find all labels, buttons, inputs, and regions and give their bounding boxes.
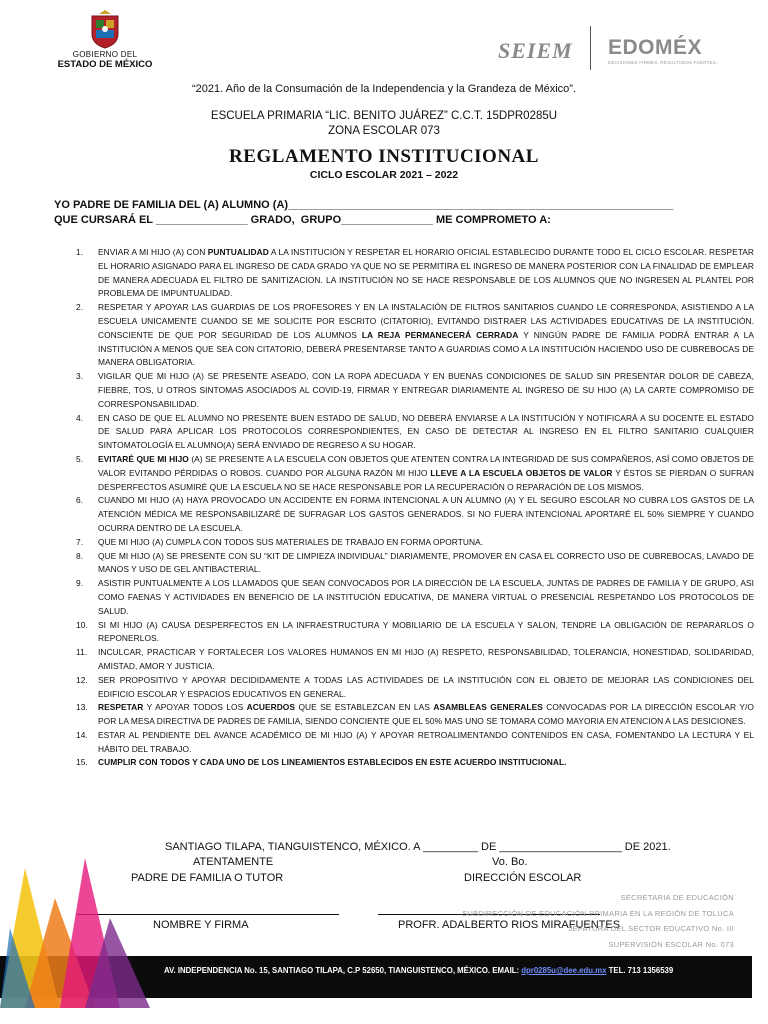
rule-item: [76, 619, 754, 647]
coat-of-arms-icon: [87, 8, 123, 50]
rule-number: 7.: [76, 536, 84, 547]
stamp-line: JEFATURA DEL SECTOR EDUCATIVO No. III: [568, 924, 734, 933]
pledge-line-1: YO PADRE DE FAMILIA DEL (A) ALUMNO (A)_______________________________________________________________: [54, 199, 674, 211]
rule-emphasis: EVITARÉ QUE MI HIJO: [98, 453, 189, 464]
rule-item: [76, 246, 754, 301]
direction-signature-label: DIRECCIÓN ESCOLAR: [464, 872, 582, 884]
rule-emphasis: ASAMBLEAS GENERALES: [433, 702, 543, 713]
rule-number: 9.: [76, 578, 84, 589]
vobo-label: Vo. Bo.: [492, 856, 528, 868]
rule-number: 2.: [76, 302, 84, 313]
rule-number: 12.: [76, 674, 88, 685]
rule-text: Y NINGÚN PADRE DE FAMILIA PODRÁ ENTRAR A LA INSTITUCIÓN A MENOS QUE SEA CON CITATORIO, DEBERÁ PRESENTARSE TANTO A GUARDIAS COMO A LA INSTITUCIÓN HACIENDO USO DE CUBREBOCAS DE MANERA OBLIGATORIA.: [98, 329, 754, 368]
logo-divider: [590, 26, 591, 70]
rule-text: QUE MI HIJO (A) SE PRESENTE CON SU “KIT DE LIMPIEZA INDIVIDUAL” DIARIAMENTE, PROMOVER EN CASA EL CORRECTO USO DE CUBREBOCAS, LAVADO DE MANOS Y USO DE GEL ANTIBACTERIAL.: [98, 550, 754, 575]
atentamente-label: ATENTAMENTE: [193, 856, 274, 868]
page-title: REGLAMENTO INSTITUCIONAL: [229, 146, 539, 167]
rule-item: [76, 756, 754, 770]
rule-emphasis: CUMPLIR CON TODOS Y CADA UNO DE LOS LINEAMIENTOS ESTABLECIDOS EN ESTE ACUERDO INSTITUCIONAL.: [98, 757, 567, 768]
stamp-line: SUPERVISIÓN ESCOLAR No. 073: [608, 939, 734, 949]
rule-number: 5.: [76, 453, 84, 464]
rule-number: 11.: [76, 647, 88, 658]
gov-line-1: GOBIERNO DEL: [72, 50, 138, 59]
footer-address: AV. INDEPENDENCIA No. 15, SANTIAGO TILAPA, C.P 52650, TIANGUISTENCO, MÉXICO. EMAIL:: [164, 966, 522, 975]
rule-item: [76, 729, 754, 757]
rule-text: QUE SE ESTABLEZCAN EN LAS: [295, 702, 434, 713]
decorative-triangles-icon: [0, 858, 150, 1008]
rule-text: CONVOCADAS POR LA DIRECCIÓN ESCOLAR Y/O POR LA MESA DIRECTIVA DE PADRES DE FAMILIA, SIENDO CONCIENTE QUE EL 50% MAS UNO SE TOMARA COMO MAYORIA EN ATENCION A LAS DESICIONES.: [98, 702, 754, 727]
seiem-logo: SEIEM: [498, 38, 573, 63]
rule-item: [76, 301, 754, 370]
rule-item: [76, 370, 754, 411]
director-name: PROFR. ADALBERTO RIOS MIRAFUENTES: [398, 919, 621, 931]
footer-email-link[interactable]: dpr0285u@dee.edu.mx: [521, 966, 607, 975]
rule-text: ESTAR AL PENDIENTE DEL AVANCE ACADÉMICO DE MI HIJO (A) Y APOYAR RETROALIMENTANDO CONTENIDOS EN CASA, FOMENTANDO LA LECTURA Y EL HÁBITO DEL TRABAJO.: [98, 729, 754, 754]
rule-emphasis: RESPETAR: [98, 702, 144, 713]
rule-number: 1.: [76, 247, 84, 257]
name-sign-label: NOMBRE Y FIRMA: [153, 919, 249, 931]
rule-item: [76, 646, 754, 674]
footer-phone: TEL. 713 1356539: [606, 966, 674, 975]
rule-number: 15.: [76, 757, 88, 768]
rule-text: (A) SE PRESENTE A LA ESCUELA CON OBJETOS QUE ATENTEN CONTRA LA INTEGRIDAD DE SUS COMPAÑEROS, ASÍ COMO OBJETOS DE VALOR EVITANDO PÉRDIDAS O ROBOS. CUANDO POR ALGUNA RAZÓN MI HIJO: [98, 453, 754, 478]
school-cycle: CICLO ESCOLAR 2021 – 2022: [309, 169, 459, 181]
rule-text: SI MI HIJO (A) CAUSA DESPERFECTOS EN LA INFRAESTRUCTURA Y MOBILIARIO DE LA ESCUELA Y SALON, TENDRE LA OBLIGACIÓN DE REPARARLOS O REPONERLOS.: [98, 619, 754, 644]
rule-text: INCULCAR, PRACTICAR Y FORTALECER LOS VALORES HUMANOS EN MI HIJO (A) RESPETO, RESPONSABILIDAD, TOLERANCIA, HONESTIDAD, SOLIDARIDAD, AMISTAD, AMOR Y JUSTICIA.: [98, 647, 754, 671]
rule-emphasis: PUNTUALIDAD: [207, 247, 269, 257]
edomex-tagline: DECISIONES FIRMES, RESULTADOS FUERTES.: [608, 60, 718, 65]
pledge-line-2: QUE CURSARÁ EL _______________ GRADO, GRUPO_______________ ME COMPROMETO A:: [54, 214, 551, 226]
rule-text: SER PROPOSITIVO Y APOYAR DECIDIDAMENTE A TODAS LAS ACTIVIDADES DE LA INSTITUCIÓN CON EL OBJETO DE MEJORAR LAS CONDICIONES DEL EDIFICIO ESCOLAR Y ESPACIOS EDUCATIVOS EN GENERAL.: [98, 674, 754, 699]
edomex-logo: EDOMÉX: [608, 36, 703, 59]
rule-text: Y APOYAR TODOS LOS: [143, 702, 247, 713]
rule-number: 10.: [76, 619, 88, 630]
rule-item: [76, 536, 754, 550]
rule-number: 3.: [76, 371, 84, 382]
rule-number: 8.: [76, 550, 84, 561]
rule-number: 14.: [76, 729, 88, 740]
stamp-line: SUBDIRECCIÓN DE EDUCACIÓN PRIMARIA EN LA REGIÓN DE TOLUCA: [462, 908, 734, 918]
school-zone: ZONA ESCOLAR 073: [328, 125, 440, 137]
rule-emphasis: ACUERDOS: [246, 702, 295, 713]
rule-number: 6.: [76, 495, 84, 506]
rule-item: [76, 550, 754, 578]
rule-item: [76, 494, 754, 535]
rule-text: ENVIAR A MI HIJO (A) CON: [98, 247, 208, 257]
rule-text: QUE MI HIJO (A) CUMPLA CON TODOS SUS MATERIALES DE TRABAJO EN FORMA OPORTUNA.: [98, 536, 484, 547]
year-legend: “2021. Año de la Consumación de la Independencia y la Grandeza de México”.: [191, 83, 577, 95]
stamp-line: SECRETARIA DE EDUCACIÓN: [620, 893, 734, 902]
rule-number: 4.: [76, 412, 84, 423]
rule-text: ASISTIR PUNTUALMENTE A LOS LLAMADOS QUE SEAN CONVOCADOS POR LA DIRECCIÓN DE LA ESCUELA, JUNTAS DE PADRES DE FAMILIA Y DE GRUPO, ASI COMO FAENAS Y ACTIVIDADES EN BENEFICIO DE LA INSTITUCIÓN EDUCATIVA, DE MANERA VIRTUAL O PRESENCIAL RESPETANDO LOS PROTOCOLOS DE SALUD.: [98, 578, 754, 616]
rule-item: [76, 577, 754, 618]
parent-signature-label: PADRE DE FAMILIA O TUTOR: [131, 872, 284, 884]
rule-number: 13.: [76, 702, 88, 713]
rule-text: EN CASO DE QUE EL ALUMNO NO PRESENTE BUEN ESTADO DE SALUD, NO DEBERÁ ENVIARSE A LA INSTITUCIÓN Y NOTIFICARÁ A SU DOCENTE EL ESTADO DE SALUD PARA APLICAR LOS PROTOCOLOS CORRESPONDIENTES, EN CASO DE DETECTAR AL INGRESO EN EL FILTRO SANITARIO CUALQUIER SINTOMATOLOGÍA EL ALUMNO(A) SERÁ ENVIADO DE REGRESO A SU HOGAR.: [98, 412, 754, 451]
rule-text: A LA INSTITUCIÓN Y RESPETAR EL HORARIO OFICIAL ESTABLECIDO DURANTE TODO EL CICLO ESCOLAR. RESPETAR EL HORARIO ASIGNADO PARA EL INGRESO DE CADA GRADO YA QUE NO SE PERMITIRA EL INGRESO DE MANERA POSTERIOR CON LA FINALIDAD DE EMPLEAR DE MANERA ADECUADA EL FILTRO DE SANITIZACION. LA INSTITUCIÓN NO SE HACE RESPONSABLE DE LOS ALUMNOS QUE NO INGRESEN AL PLANTEL POR PROBLEMA DE IMPUNTUALIDAD.: [98, 247, 754, 299]
gov-line-2: ESTADO DE MÉXICO: [57, 59, 153, 70]
place-date-line: SANTIAGO TILAPA, TIANGUISTENCO, MÉXICO. A _________ DE ____________________ DE 2021.: [165, 841, 671, 853]
rule-emphasis: LA REJA PERMANECERÁ CERRADA: [361, 329, 519, 340]
rules-list: [76, 246, 754, 770]
state-government-logo: [50, 8, 160, 70]
rule-text: RESPETAR Y APOYAR LAS GUARDIAS DE LOS PROFESORES Y EN LA INSTALACIÓN DE FILTROS SANITARIOS CUANDO LE CORRESPONDA, ASISTIENDO A LA ESCUELA UNICAMENTE CUANDO SE ME SOLICITE POR ESCRITO (CITATORIO), EVITANDO DISTRAER LAS ACTIVIDADES EDUCATIVAS DE LA INSTITUCIÓN. CONSCIENTE DE QUE POR SEGURIDAD DE LOS ALUMNOS: [98, 302, 754, 340]
rule-text: Y ÉSTOS SE PIERDAN O SUFRAN DESPERFECTOS ASUMIRÉ QUE LA ESCUELA NO SE HACE RESPONSABLE POR LA RECUPERACIÓN O REPARACIÓN DE LOS MISMOS.: [98, 467, 754, 492]
footer-contact: [164, 966, 673, 975]
rule-text: VIGILAR QUE MI HIJO (A) SE PRESENTE ASEADO, CON LA ROPA ADECUADA Y EN BUENAS CONDICIONES DE SALUD SIN PRESENTAR DOLOR DE CABEZA, FIEBRE, TOS, U OTROS SINTOMAS ASOCIADOS AL COVID-19, FIRMAR Y ENTREGAR DIARIAMENTE AL INGRESO DE SU HIJO (A) LA CARTE COMPROMISO DE CORRESPONSABILIDAD.: [98, 371, 754, 409]
rule-item: [76, 412, 754, 453]
rule-item: [76, 701, 754, 729]
rule-item: [76, 674, 754, 702]
school-name: ESCUELA PRIMARIA “LIC. BENITO JUÁREZ” C.C.T. 15DPR0285U: [210, 110, 558, 122]
rule-emphasis: LLEVE A LA ESCUELA OBJETOS DE VALOR: [430, 467, 613, 478]
rule-text: CUANDO MI HIJO (A) HAYA PROVOCADO UN ACCIDENTE EN FORMA INTENCIONAL A UN ALUMNO (A) Y EL SEGURO ESCOLAR NO CUBRA LOS GASTOS DE LA ATENCIÓN MÉDICA ME RESPONSABILIZARÉ DE SUFRAGAR LOS GASTOS GENERADOS. SI NO FUERA INTENCIONAL APORTARÉ EL 50% SIEMPRE Y CUANDO OCURRA DENTRO DE LA ESCUELA.: [98, 495, 754, 533]
rule-item: [76, 453, 754, 494]
